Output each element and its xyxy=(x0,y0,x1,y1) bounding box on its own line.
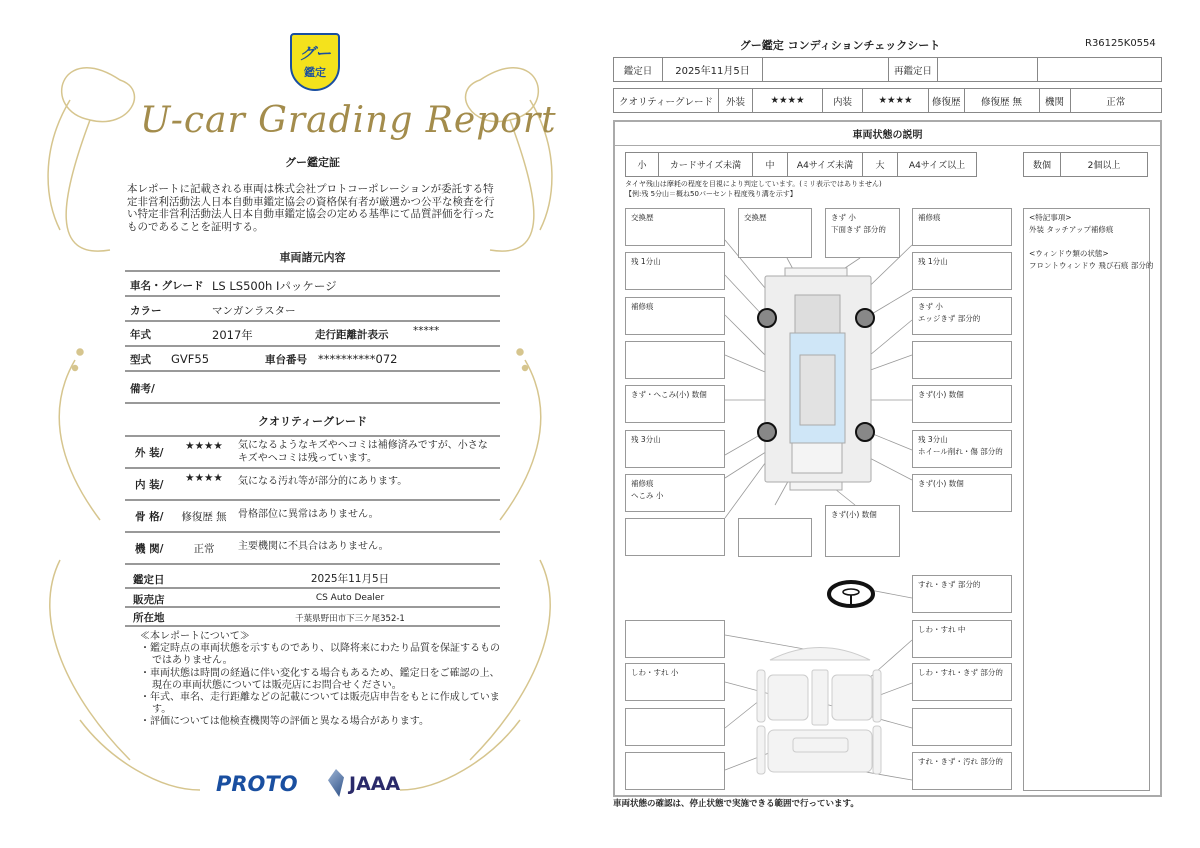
grade-label: 機 関/ xyxy=(135,543,164,555)
model-label: 型式 xyxy=(130,354,151,366)
date-label: 鑑定日 xyxy=(614,58,663,82)
address-label: 所在地 xyxy=(133,612,165,624)
count-label: 数個 xyxy=(1024,153,1061,177)
grade-label: 骨 格/ xyxy=(135,511,164,523)
note-item: ・車両状態は時間の経過に伴い変化する場合もあるため、鑑定日をご確認の上、現在の車両状態については販売店にお問合せください。 xyxy=(140,667,500,691)
year-value: 2017年 xyxy=(212,328,253,342)
address-value: 千葉県野田市下三ケ尾352-1 xyxy=(295,614,405,624)
grade-label: 外 装/ xyxy=(135,447,164,459)
exterior-condition-box xyxy=(625,518,725,556)
interior-condition-box: しわ・すれ 小 xyxy=(625,663,725,701)
grade-description: 気になる汚れ等が部分的にあります。 xyxy=(238,476,408,487)
report-title: U-car Grading Report xyxy=(140,100,557,141)
car-name-label: 車名・グレード xyxy=(130,280,204,292)
redate-label: 再鑑定日 xyxy=(889,58,938,82)
date-value: 2025年11月5日 xyxy=(310,573,390,585)
interior-diagram xyxy=(757,648,881,775)
grade-description: 主要機関に不具合はありません。 xyxy=(238,541,389,552)
tire-note-line: タイヤ残山は摩耗の程度を目視により判定しています。(ミリ表示ではありません) xyxy=(625,180,882,188)
exterior-condition-box xyxy=(912,341,1012,379)
interior-condition-box xyxy=(912,708,1012,746)
date-value: 2025年11月5日 xyxy=(663,58,763,82)
steering-wheel-icon xyxy=(829,582,873,606)
exterior-condition-box: 残 1分山 xyxy=(912,252,1012,290)
proto-logo-text: PROTO xyxy=(216,772,298,796)
odometer-value: ***** xyxy=(413,325,440,337)
color-label: カラー xyxy=(130,305,162,317)
interior-condition-box: すれ・きず・汚れ 部分的 xyxy=(912,752,1012,790)
footer-note: 車両状態の確認は、停止状態で実施できる範囲で行っています。 xyxy=(613,799,859,809)
size-small-desc: カードサイズ未満 xyxy=(659,153,753,177)
exterior-stars: ★★★★ xyxy=(753,89,823,113)
engine-value: 正常 xyxy=(1070,89,1161,113)
section-title: 車両状態の説明 xyxy=(852,130,923,141)
grade-value: ★★★★ xyxy=(185,440,223,452)
exterior-condition-box xyxy=(738,518,812,557)
interior-condition-box xyxy=(625,620,725,658)
remarks-label: 備考/ xyxy=(130,383,155,395)
interior-label: 内装 xyxy=(823,89,863,113)
count-desc: 2個以上 xyxy=(1061,153,1148,177)
interior-condition-box xyxy=(625,708,725,746)
grade-value: 修復歴 無 xyxy=(181,511,227,523)
exterior-condition-box: きず 小 下面きず 部分的 xyxy=(825,208,900,258)
interior-condition-box: しわ・すれ 中 xyxy=(912,620,1012,658)
car-name: LS LS500h Iパッケージ xyxy=(212,279,337,293)
dealer-value: CS Auto Dealer xyxy=(315,593,385,603)
exterior-condition-box xyxy=(625,341,725,379)
exterior-condition-box: きず・へこみ(小) 数個 xyxy=(625,385,725,423)
grade-title: クオリティーグレード xyxy=(258,415,367,428)
report-id: R36125K0554 xyxy=(1085,38,1156,49)
color-value: マンガンラスター xyxy=(212,305,296,317)
notes-title: ≪本レポートについて≫ xyxy=(140,631,250,642)
chassis-value: **********072 xyxy=(318,352,398,366)
exterior-condition-box: 補修痕 xyxy=(912,208,1012,246)
exterior-condition-box: きず(小) 数個 xyxy=(912,385,1012,423)
cert-text: 本レポートに記載される車両は株式会社プロトコーポレーションが委託する特定非営利活動法人日本自動車鑑定協会の資格保有者が厳選かつ公平な検査を行い特定非営利活動法人日本自動車鑑定協会の定める基準にて品質評価を行ったものであることを証明する。 xyxy=(127,183,495,233)
grade-description: 気になるようなキズやヘコミは補修済みですが、小さなキズやヘコミは残っています。 xyxy=(238,440,488,464)
exterior-condition-box: 残 3分山 ホイール削れ・傷 部分的 xyxy=(912,430,1012,468)
window-note: フロントウィンドウ 飛び石痕 部分的 xyxy=(1029,261,1154,270)
spec-title: 車両諸元内容 xyxy=(279,251,346,264)
repair-value: 修復歴 無 xyxy=(964,89,1039,113)
exterior-label: 外装 xyxy=(719,89,753,113)
cert-title: グー鑑定証 xyxy=(285,156,340,169)
model-value: GVF55 xyxy=(171,352,210,366)
exterior-condition-box: 交換歴 xyxy=(625,208,725,246)
exterior-condition-box: きず(小) 数個 xyxy=(825,505,900,557)
exterior-condition-box: 残 3分山 xyxy=(625,430,725,468)
size-large: 大 xyxy=(863,153,898,177)
interior-stars: ★★★★ xyxy=(863,89,929,113)
special-note: 外装 タッチアップ補修痕 xyxy=(1029,225,1114,234)
exterior-condition-box: きず(小) 数個 xyxy=(912,474,1012,512)
grade-label: 内 装/ xyxy=(135,479,164,491)
special-notes-title: <特記事項> xyxy=(1029,213,1072,222)
repair-label: 修復歴 xyxy=(929,89,965,113)
engine-label: 機関 xyxy=(1039,89,1070,113)
special-note xyxy=(1029,236,1144,248)
interior-condition-box: すれ・きず 部分的 xyxy=(912,575,1012,613)
grade-description: 骨格部位に異常はありません。 xyxy=(238,509,379,520)
note-item: ・年式、車名、走行距離などの記載については販売店申告をもとに作成しています。 xyxy=(140,692,500,716)
interior-condition-box: しわ・すれ・きず 部分的 xyxy=(912,663,1012,701)
note-item: ・鑑定時点の車両状態を示すものであり、以降将来にわたり品質を保証するものではありません。 xyxy=(140,643,500,667)
exterior-condition-box: 補修痕 へこみ 小 xyxy=(625,474,725,512)
grade-value: ★★★★ xyxy=(185,472,223,484)
odometer-label: 走行距離計表示 xyxy=(315,329,389,341)
tire-note-line: 【例:残 5分山＝概ね50パーセント程度残り溝を示す】 xyxy=(625,189,797,198)
window-notes-title: <ウィンドウ類の状態> xyxy=(1029,249,1109,258)
chassis-label: 車台番号 xyxy=(265,354,307,366)
size-medium-desc: A4サイズ未満 xyxy=(788,153,863,177)
year-label: 年式 xyxy=(130,329,151,341)
exterior-condition-box: 補修痕 xyxy=(625,297,725,335)
interior-condition-box xyxy=(625,752,725,790)
size-large-desc: A4サイズ以上 xyxy=(898,153,977,177)
exterior-condition-box: 残 1分山 xyxy=(625,252,725,290)
special-notes-box xyxy=(1023,208,1154,791)
grade-value: 正常 xyxy=(193,543,215,555)
sheet-title: グー鑑定 コンディションチェックシート xyxy=(739,39,941,52)
date-label: 鑑定日 xyxy=(133,574,165,586)
exterior-condition-box: きず 小 エッジきず 部分的 xyxy=(912,297,1012,335)
logo-text: 鑑定 xyxy=(304,66,326,79)
exterior-condition-box: 交換歴 xyxy=(738,208,812,258)
logo-text: グー xyxy=(298,44,331,63)
grade-label: クオリティーグレード xyxy=(614,89,719,113)
size-small: 小 xyxy=(626,153,659,177)
note-item: ・評価については他検査機関等の評価と異なる場合があります。 xyxy=(140,716,429,728)
jaaa-logo-text: JAAA xyxy=(349,773,401,795)
dealer-label: 販売店 xyxy=(133,594,165,606)
size-medium: 中 xyxy=(753,153,788,177)
